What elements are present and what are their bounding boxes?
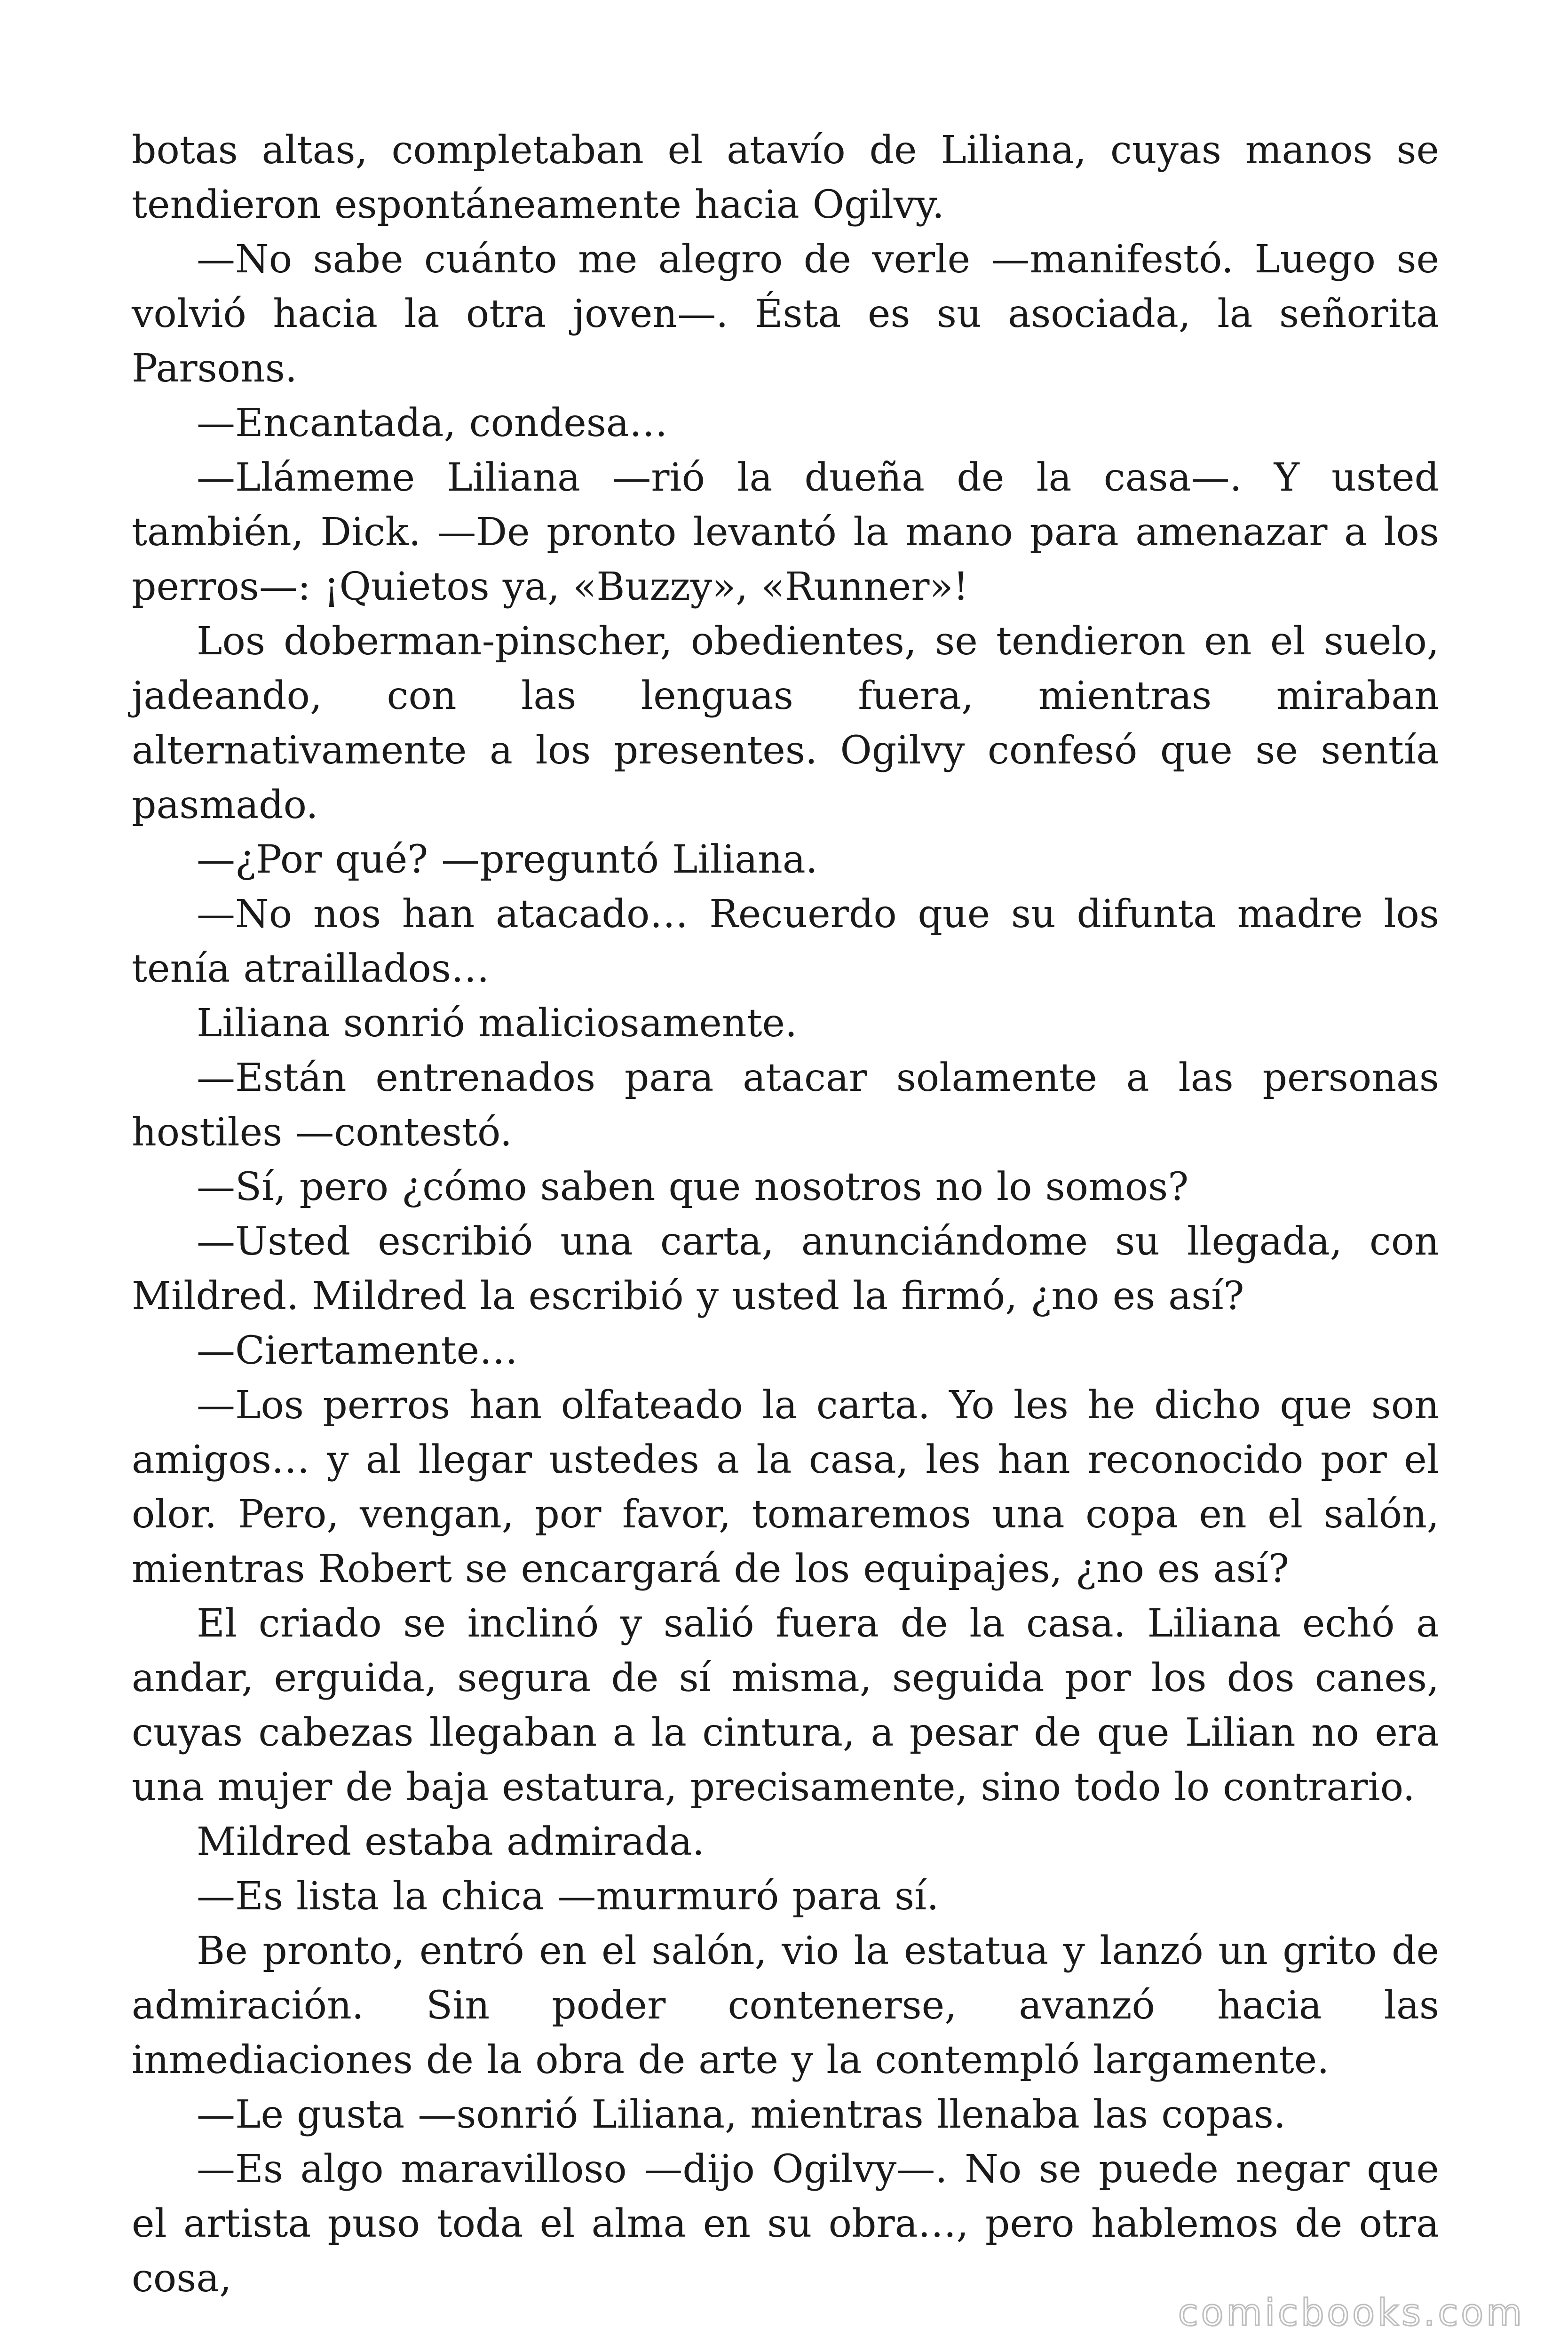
- paragraph: botas altas, completaban el atavío de Liliana, cuyas manos se tendieron espontáneamente hacia Ogilvy.: [132, 128, 1439, 227]
- paragraph: —Usted escribió una carta, anunciándome su llegada, con Mildred. Mildred la escribió y usted la firmó, ¿no es así?: [132, 1219, 1439, 1319]
- paragraph: —Ciertamente…: [197, 1328, 518, 1373]
- page-body: [132, 123, 1439, 2306]
- paragraph: Los doberman-pinscher, obedientes, se tendieron en el suelo, jadeando, con las lenguas fuera, mientras miraban alternativamente a los presentes. Ogilvy confesó que se sentía pasmado.: [132, 619, 1439, 827]
- paragraph: —Es algo maravilloso —dijo Ogilvy—. No se puede negar que el artista puso toda el alma en su obra…, pero hablemos de otra cosa,: [132, 2147, 1439, 2301]
- paragraph: —Es lista la chica —murmuró para sí.: [197, 1874, 939, 1919]
- watermark: comicbooks.com: [1178, 2292, 1525, 2334]
- paragraph: —No sabe cuánto me alegro de verle —manifestó. Luego se volvió hacia la otra joven—. Ésta es su asociada, la señorita Parsons.: [132, 237, 1439, 391]
- paragraph: —Sí, pero ¿cómo saben que nosotros no lo somos?: [197, 1165, 1189, 1209]
- paragraph: —No nos han atacado… Recuerdo que su difunta madre los tenía atraillados…: [132, 892, 1439, 991]
- paragraph: —Le gusta —sonrió Liliana, mientras llenaba las copas.: [197, 2092, 1286, 2137]
- paragraph: —Están entrenados para atacar solamente a las personas hostiles —contestó.: [132, 1056, 1439, 1155]
- paragraph: —Encantada, condesa…: [197, 401, 668, 445]
- paragraph: Be pronto, entró en el salón, vio la estatua y lanzó un grito de admiración. Sin poder contenerse, avanzó hacia las inmediaciones de la obra de arte y la contempló largamente.: [132, 1929, 1439, 2082]
- paragraph: Liliana sonrió maliciosamente.: [197, 1001, 798, 1046]
- paragraph: —Los perros han olfateado la carta. Yo les he dicho que son amigos… y al llegar ustedes a la casa, les han reconocido por el olor. Pero, vengan, por favor, tomaremos una copa en el salón, mientras Robert se encargará de los equipajes, ¿no es así?: [132, 1383, 1439, 1591]
- paragraph: —¿Por qué? —preguntó Liliana.: [197, 837, 818, 882]
- paragraph: —Llámeme Liliana —rió la dueña de la casa—. Y usted también, Dick. —De pronto levantó la mano para amenazar a los perros—: ¡Quietos ya, «Buzzy», «Runner»!: [132, 455, 1439, 609]
- paragraph: Mildred estaba admirada.: [197, 1820, 705, 1864]
- paragraph: El criado se inclinó y salió fuera de la casa. Liliana echó a andar, erguida, segura de sí misma, seguida por los dos canes, cuyas cabezas llegaban a la cintura, a pesar de que Lilian no era una mujer de baja estatura, precisamente, sino todo lo contrario.: [132, 1601, 1439, 1810]
